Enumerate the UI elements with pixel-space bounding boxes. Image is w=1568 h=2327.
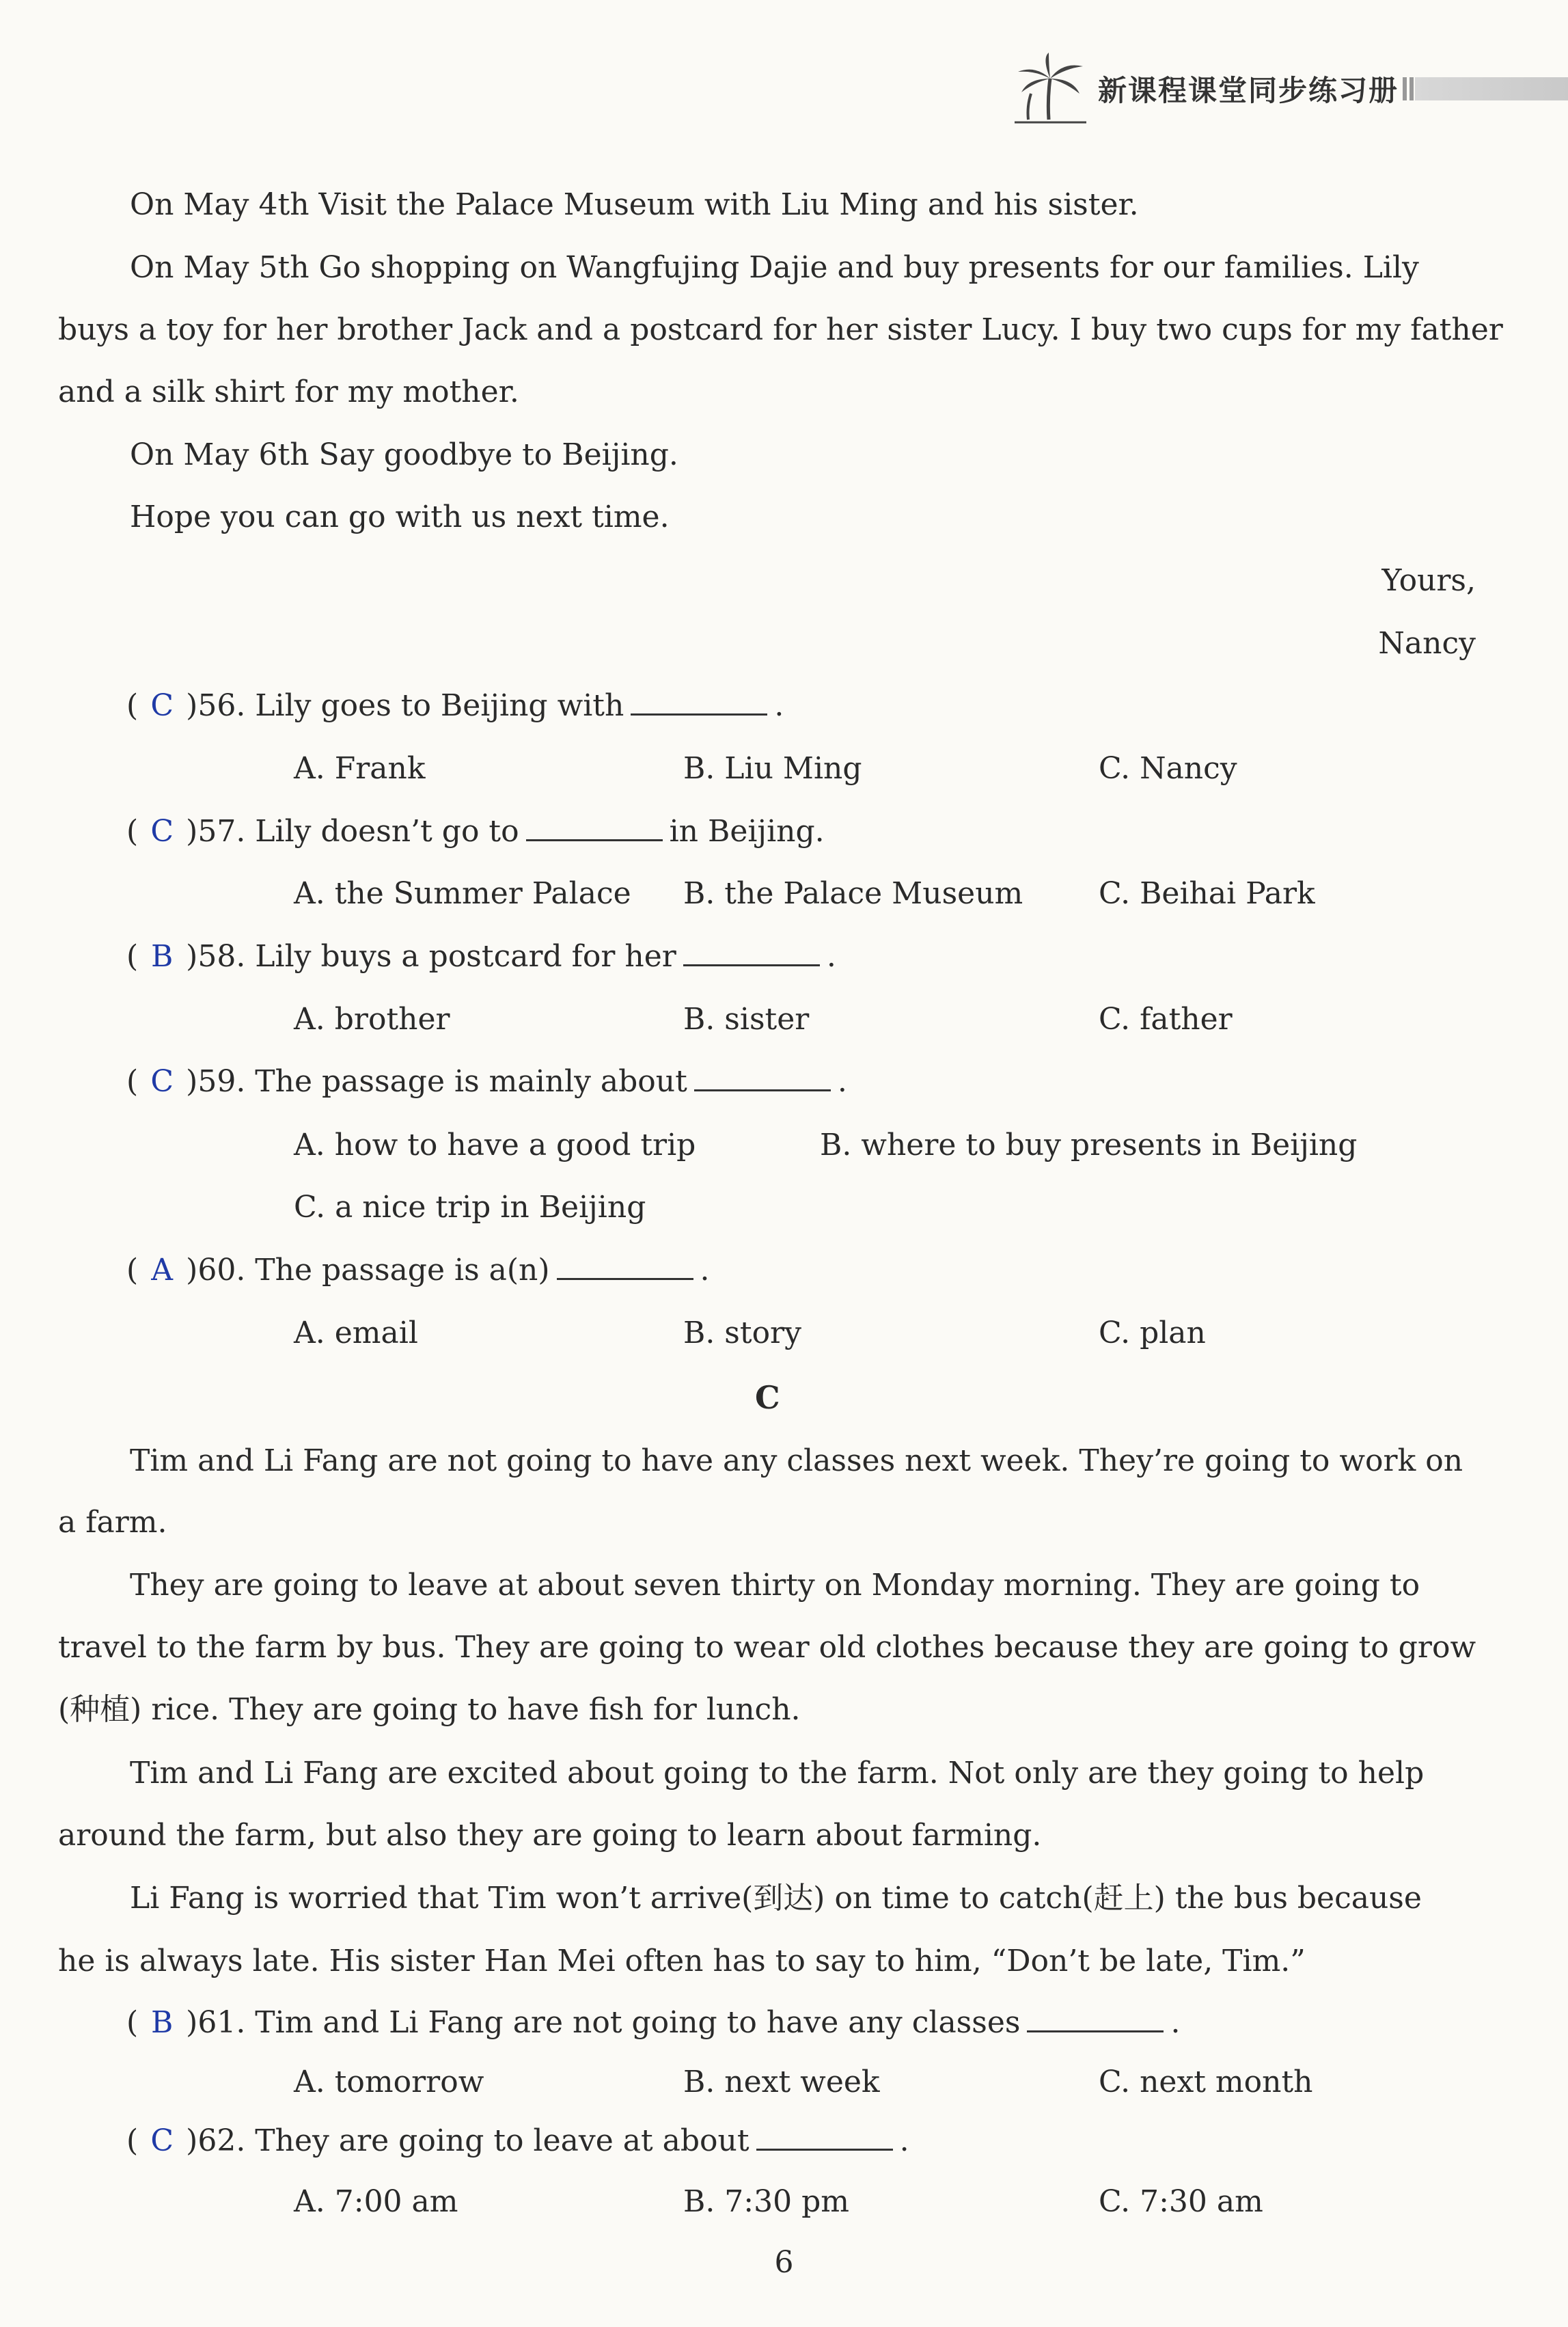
answer-mark: C <box>150 688 174 723</box>
letter-line: On May 6th Say goodbye to Beijing. <box>130 437 678 472</box>
passage-line: a farm. <box>58 1505 167 1540</box>
passage-line: Tim and Li Fang are excited about going to the farm. Not only are they going to help <box>130 1756 1425 1791</box>
option-a: A. 7:00 am <box>294 2184 458 2219</box>
letter-line: and a silk shirt for my mother. <box>58 375 519 409</box>
option-a: A. brother <box>294 1002 450 1037</box>
option-b: B. story <box>683 1316 801 1350</box>
option-c: C. Nancy <box>1099 751 1237 786</box>
letter-signature: Nancy <box>1378 626 1476 661</box>
page-number: 6 <box>774 2245 794 2280</box>
passage-line: travel to the farm by bus. They are going to wear old clothes because they are going to grow <box>58 1630 1476 1665</box>
option-a: A. the Summer Palace <box>294 876 631 911</box>
option-c: C. next month <box>1099 2065 1313 2099</box>
answer-mark: C <box>150 814 174 849</box>
passage-line: Li Fang is worried that Tim won’t arrive(到达) on time to catch(赶上) the bus because <box>130 1881 1422 1916</box>
passage-line: They are going to leave at about seven thirty on Monday morning. They are going to <box>130 1568 1420 1603</box>
option-b: B. sister <box>683 1002 810 1037</box>
question-59: ( C )59. The passage is mainly about . <box>126 1061 847 1102</box>
letter-line: On May 4th Visit the Palace Museum with Liu Ming and his sister. <box>130 187 1139 222</box>
page-header <box>1008 48 1568 130</box>
book-title: 新课程课堂同步练习册 <box>1098 74 1399 107</box>
passage-line: around the farm, but also they are going to learn about farming. <box>58 1818 1042 1853</box>
header-bar <box>1415 77 1568 100</box>
option-b: B. Liu Ming <box>683 751 862 786</box>
letter-line: On May 5th Go shopping on Wangfujing Dajie and buy presents for our families. Lily <box>130 250 1419 285</box>
option-a: A. how to have a good trip <box>294 1128 696 1162</box>
passage-line: he is always late. His sister Han Mei often has to say to him, “Don’t be late, Tim.” <box>58 1944 1306 1978</box>
option-c: C. Beihai Park <box>1099 876 1315 911</box>
answer-mark: B <box>151 939 174 974</box>
section-heading: C <box>755 1379 780 1416</box>
letter-line: buys a toy for her brother Jack and a postcard for her sister Lucy. I buy two cups for my father <box>58 312 1503 347</box>
question-58: ( B )58. Lily buys a postcard for her . <box>126 936 836 977</box>
option-c: C. father <box>1099 1002 1233 1037</box>
passage-line: (种植) rice. They are going to have fish for lunch. <box>58 1692 801 1727</box>
option-a: A. Frank <box>294 751 426 786</box>
option-c: C. 7:30 am <box>1099 2184 1263 2219</box>
answer-mark: C <box>150 1064 174 1099</box>
option-b: B. 7:30 pm <box>683 2184 849 2219</box>
option-a: A. email <box>294 1316 418 1350</box>
palm-tree-icon <box>1008 51 1090 126</box>
passage-line: Tim and Li Fang are not going to have any classes next week. They’re going to work on <box>130 1443 1463 1478</box>
option-c: C. a nice trip in Beijing <box>294 1190 646 1225</box>
question-62: ( C )62. They are going to leave at about . <box>126 2121 909 2162</box>
letter-line: Hope you can go with us next time. <box>130 500 670 534</box>
question-61: ( B )61. Tim and Li Fang are not going to have any classes . <box>126 2002 1180 2043</box>
option-b: B. next week <box>683 2065 880 2099</box>
question-60: ( A )60. The passage is a(n) . <box>126 1250 710 1291</box>
answer-mark: A <box>151 1253 174 1288</box>
option-b: B. the Palace Museum <box>683 876 1023 911</box>
letter-closing: Yours, <box>1381 563 1476 598</box>
option-c: C. plan <box>1099 1316 1206 1350</box>
answer-mark: B <box>151 2005 174 2040</box>
option-b: B. where to buy presents in Beijing <box>820 1128 1358 1162</box>
option-a: A. tomorrow <box>294 2065 484 2099</box>
answer-mark: C <box>150 2123 174 2158</box>
question-56: ( C )56. Lily goes to Beijing with . <box>126 685 784 726</box>
question-57: ( C )57. Lily doesn’t go to in Beijing. <box>126 811 825 852</box>
